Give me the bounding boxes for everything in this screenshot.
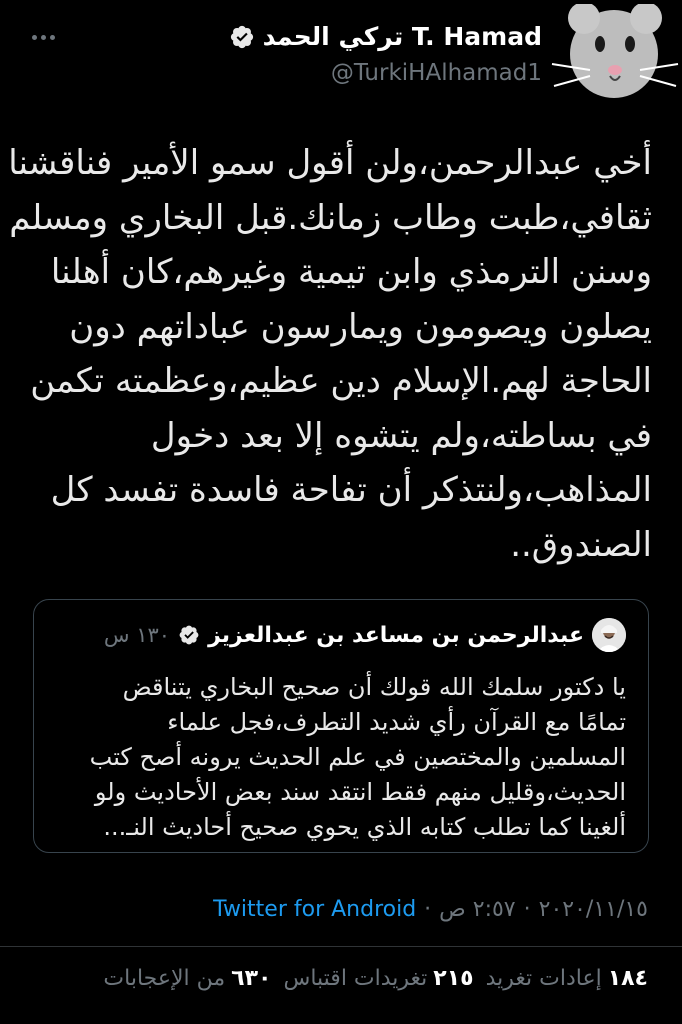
- more-options-button[interactable]: [28, 22, 58, 52]
- quoted-tweet-text: [52, 670, 626, 845]
- tweet-line: في بساطته،ولم يتشوه إلا بعد دخول: [150, 415, 652, 456]
- dot-icon: [41, 35, 46, 40]
- quoted-author-name[interactable]: عبدالرحمن بن مساعد بن عبدالعزيز: [208, 622, 584, 648]
- author-handle[interactable]: @TurkiHAlhamad1: [330, 60, 542, 86]
- tweet-meta: [213, 897, 648, 922]
- verified-badge-icon: [229, 24, 255, 50]
- tweet-source-link[interactable]: Twitter for Android: [213, 897, 417, 922]
- quote-line: ألغينا كما تطلب كتابه الذي يحوي صحيح أحاديث النـ...: [103, 813, 626, 841]
- tweet-stats: [103, 966, 648, 991]
- likes-count: ٦٣٠: [231, 966, 272, 991]
- verified-badge-icon: [178, 624, 200, 646]
- quote-line: المسلمين والمختصين في علم الحديث يرونه أصح كتب: [89, 743, 626, 771]
- tweet-line: وسنن الترمذي وابن تيمية وغيرهم،كان أهلنا: [50, 252, 652, 292]
- quotes-count: ٢١٥: [433, 966, 474, 991]
- tweet-line: أخي عبدالرحمن،ولن أقول سمو الأمير فناقشنا: [8, 143, 652, 183]
- tweet-line: الصندوق..: [510, 524, 652, 565]
- dot-icon: [50, 35, 55, 40]
- quoted-tweet-time: ١٣٠ س: [103, 623, 171, 647]
- author-name-row[interactable]: [229, 22, 542, 51]
- tweet-text: [8, 136, 652, 572]
- quoted-tweet-card[interactable]: [33, 599, 649, 853]
- likes-label: من الإعجابات: [103, 966, 226, 991]
- tweet-line: يصلون ويصومون ويمارسون عباداتهم دون: [69, 306, 652, 347]
- tweet-date: ٢٠٢٠/١١/١٥: [538, 897, 648, 922]
- tweet-line: المذاهب،ولنتذكر أن تفاحة فاسدة تفسد كل: [50, 470, 652, 510]
- author-display-name[interactable]: T. Hamad تركي الحمد: [262, 22, 542, 51]
- quoted-tweet-header: [104, 618, 626, 652]
- meta-separator: ·: [424, 897, 432, 922]
- meta-separator: ·: [523, 897, 531, 922]
- quotes-stat[interactable]: [283, 966, 473, 991]
- tweet-line: ثقافي،طبت وطاب زمانك.قبل البخاري ومسلم: [9, 197, 652, 238]
- retweets-stat[interactable]: [486, 966, 648, 991]
- tweet-time: ٢:٥٧ ص: [439, 897, 516, 922]
- retweets-label: إعادات تغريد: [485, 966, 602, 991]
- tweet-header: [0, 0, 682, 110]
- dot-icon: [32, 35, 37, 40]
- likes-stat[interactable]: [103, 966, 271, 991]
- quote-line: الحديث،وقليل منهم فقط انتقد سند بعض الأحاديث ولو: [94, 778, 626, 806]
- divider: [0, 946, 682, 947]
- author-avatar[interactable]: [550, 4, 680, 114]
- quotes-label: تغريدات اقتباس: [283, 966, 428, 991]
- tweet-line: الحاجة لهم.الإسلام دين عظيم،وعظمته تكمن: [30, 361, 652, 401]
- quote-line: تمامًا مع القرآن رأي شديد التطرف،فجل علماء: [167, 708, 626, 736]
- quoted-author-avatar[interactable]: [592, 618, 626, 652]
- quote-line: يا دكتور سلمك الله قولك أن صحيح البخاري يتناقض: [122, 673, 626, 701]
- retweets-count: ١٨٤: [607, 966, 648, 991]
